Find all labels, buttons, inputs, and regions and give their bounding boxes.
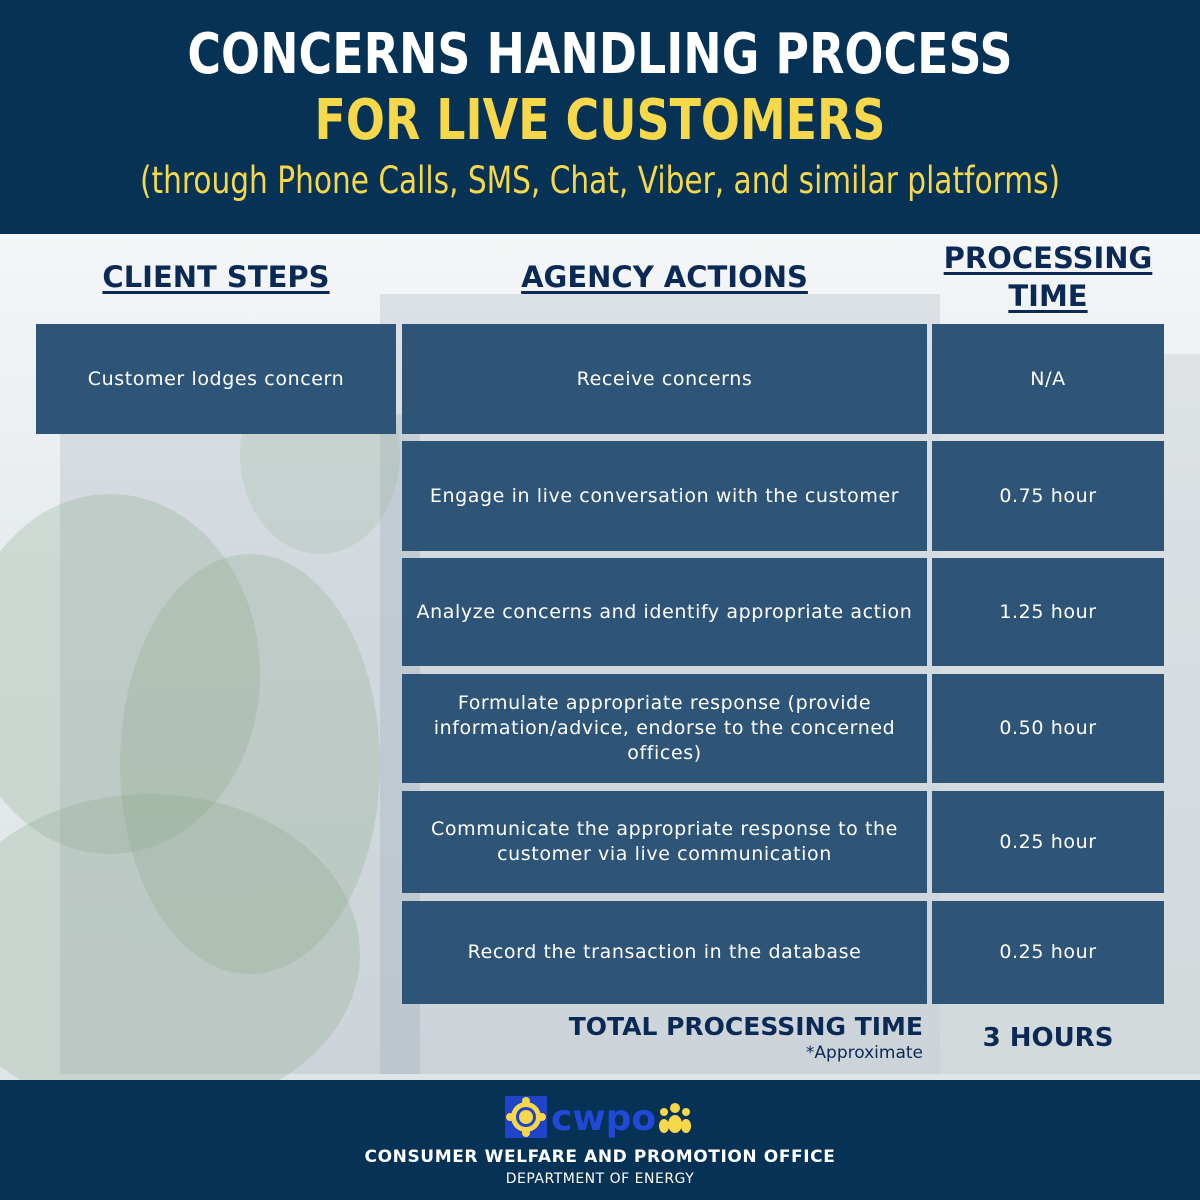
seal-icon xyxy=(505,1096,547,1138)
title-line-2: FOR LIVE CUSTOMERS xyxy=(314,88,886,153)
processing-time-cell: 0.25 hour xyxy=(932,791,1164,893)
cwpo-logo xyxy=(505,1094,695,1140)
people-icon xyxy=(659,1103,691,1133)
processing-time-cell: 0.50 hour xyxy=(932,674,1164,783)
agency-action-cell: Engage in live conversation with the customer xyxy=(402,441,927,551)
subtitle: (through Phone Calls, SMS, Chat, Viber, and similar platforms) xyxy=(139,159,1061,202)
column-header-processing-time-line-2: TIME xyxy=(1008,279,1088,313)
logo-text: cwpo xyxy=(551,1098,657,1139)
total-processing-time-value: 3 HOURS xyxy=(982,1023,1114,1053)
department-name: DEPARTMENT OF ENERGY xyxy=(505,1171,695,1187)
total-processing-time-label: TOTAL PROCESSING TIME xyxy=(568,1012,923,1041)
column-header-agency-actions: AGENCY ACTIONS xyxy=(521,260,808,294)
office-name: CONSUMER WELFARE AND PROMOTION OFFICE xyxy=(364,1147,836,1167)
processing-time-cell: 1.25 hour xyxy=(932,558,1164,666)
processing-time-cell: N/A xyxy=(932,324,1164,434)
agency-action-cell: Communicate the appropriate response to the customer via live communication xyxy=(402,791,927,893)
client-step-cell: Customer lodges concern xyxy=(36,324,396,434)
column-header-client-steps: CLIENT STEPS xyxy=(102,260,330,294)
column-header-processing-time-line-1: PROCESSING xyxy=(943,241,1153,275)
header-banner xyxy=(0,0,1200,234)
processing-time-cell: 0.25 hour xyxy=(932,901,1164,1004)
approximate-note: *Approximate xyxy=(805,1043,923,1063)
processing-time-cell: 0.75 hour xyxy=(932,441,1164,551)
agency-action-cell: Analyze concerns and identify appropriate action xyxy=(402,558,927,666)
agency-action-cell: Formulate appropriate response (provide information/advice, endorse to the concerned offices) xyxy=(402,674,927,783)
agency-action-cell: Record the transaction in the database xyxy=(402,901,927,1004)
title-line-1: CONCERNS HANDLING PROCESS xyxy=(187,22,1013,87)
agency-action-cell: Receive concerns xyxy=(402,324,927,434)
